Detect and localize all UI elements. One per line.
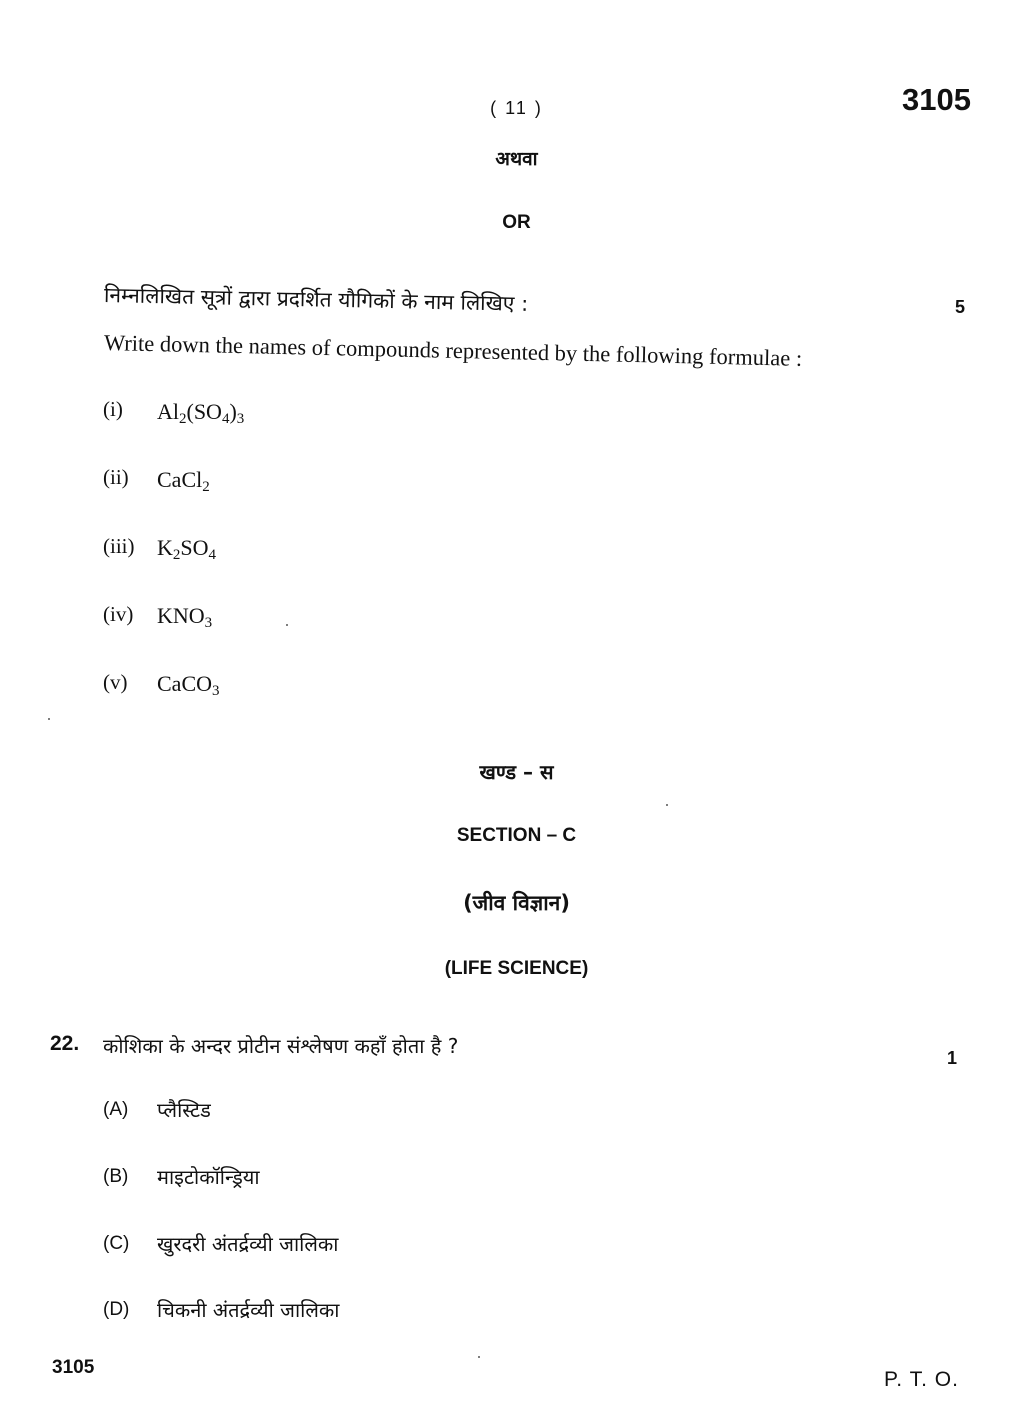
paper-code-footer: 3105 <box>52 1357 95 1378</box>
formula-item: $K_2SO_4$ <box>157 535 217 563</box>
section-hindi: खण्ड – स <box>479 760 554 784</box>
subject-english: (LIFE SCIENCE) <box>444 958 589 979</box>
question-hindi: निम्नलिखित सूत्रों द्वारा प्रदर्शित यौगिकों के नाम लिखिए : <box>103 283 529 316</box>
option-a-label: (A) <box>103 1099 129 1120</box>
formula-item: $Al_2(SO_4)_3$ <box>157 399 245 427</box>
option-b-label: (B) <box>103 1166 129 1187</box>
question-22-number: 22. <box>50 1032 80 1055</box>
item-label: (iv) <box>103 602 134 626</box>
formula-item: $KNO_3$ <box>157 603 213 631</box>
question-22-text: कोशिका के अन्दर प्रोटीन संश्लेषण कहाँ होता है ? <box>103 1034 459 1058</box>
option-d-text: चिकनी अंतर्द्रव्यी जालिका <box>157 1298 340 1322</box>
question-marks: 5 <box>955 297 966 317</box>
formula-item: CaCl$_2$ <box>157 467 210 495</box>
section-english: SECTION – C <box>456 825 577 846</box>
item-label: (ii) <box>103 465 129 489</box>
option-c-text: खुरदरी अंतर्द्रव्यी जालिका <box>157 1232 339 1256</box>
or-hindi: अथवा <box>495 148 538 170</box>
option-b-text: माइटोकॉन्ड्रिया <box>157 1165 260 1189</box>
option-a-text: प्लैस्टिड <box>157 1098 211 1122</box>
option-d-label: (D) <box>103 1299 130 1320</box>
scan-speck <box>666 804 668 806</box>
question-english: Write down the names of compounds represented by the following formulae : <box>103 330 803 371</box>
question-22-marks: 1 <box>947 1048 958 1068</box>
scan-speck <box>48 718 50 720</box>
item-label: (v) <box>103 670 128 694</box>
scan-speck <box>286 624 288 626</box>
subject-hindi: (जीव विज्ञान) <box>463 891 570 915</box>
formula-item: CaCO$_3$ <box>157 671 220 699</box>
or-english: OR <box>502 212 531 233</box>
paper-code-header: 3105 <box>902 82 971 117</box>
pto-label: P. T. O. <box>884 1368 959 1391</box>
item-label: (iii) <box>103 534 135 558</box>
page-number: ( 11 ) <box>490 98 543 118</box>
item-label: (i) <box>103 397 123 421</box>
scan-speck <box>478 1356 480 1358</box>
option-c-label: (C) <box>103 1233 130 1254</box>
